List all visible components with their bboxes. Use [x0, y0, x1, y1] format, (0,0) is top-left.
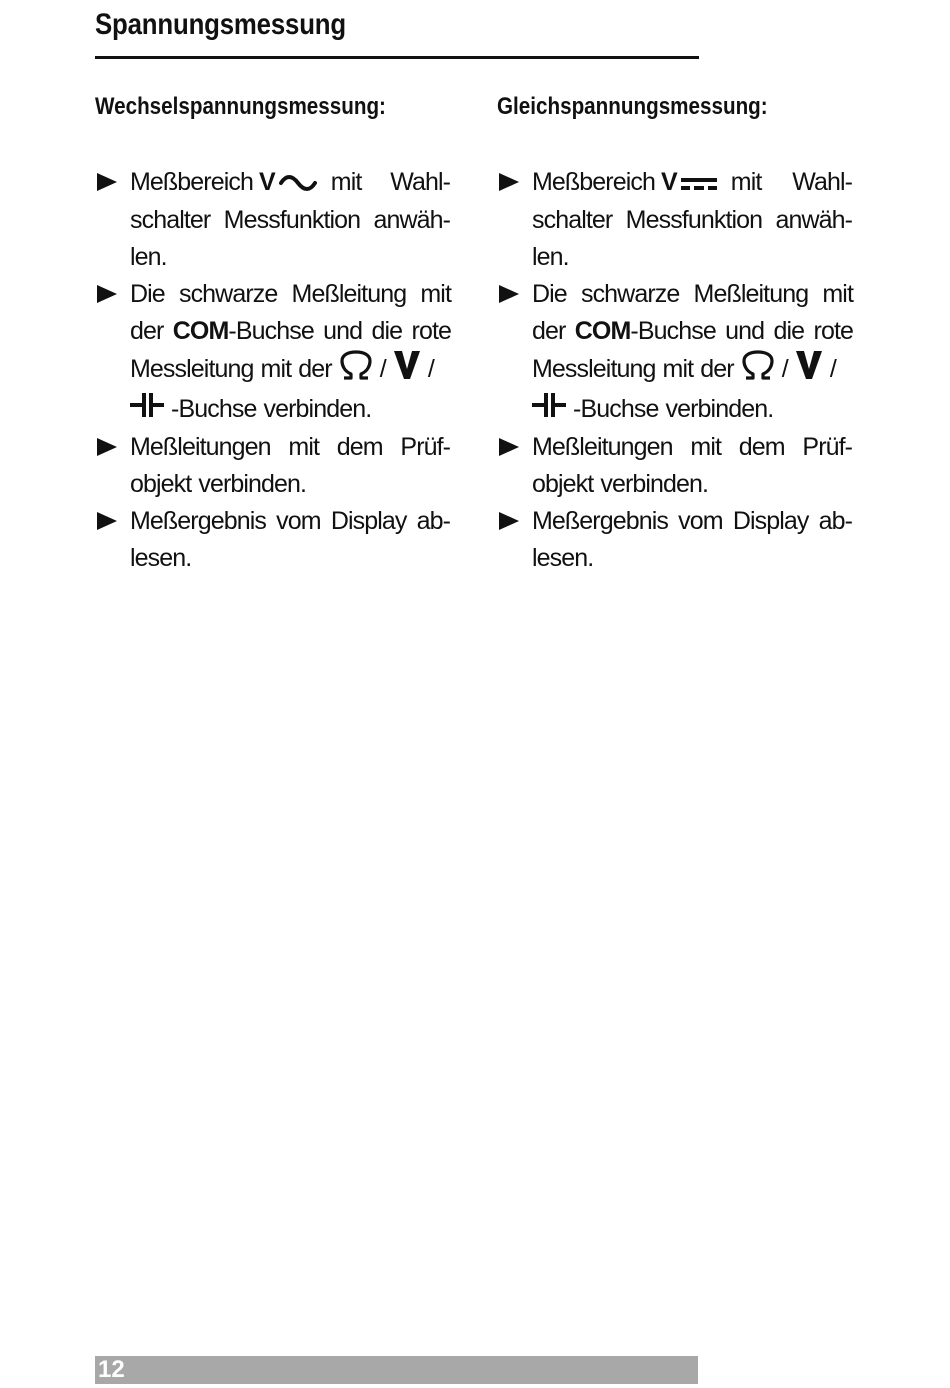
list-item: Meßleitungen mit dem Prüfobjekt verbinden.	[497, 429, 853, 503]
ac-wave-icon	[279, 165, 317, 202]
triangle-right-icon	[97, 173, 117, 191]
volt-letter: V	[259, 168, 275, 196]
triangle-right-icon	[97, 438, 117, 456]
list-item: Meßleitungen mit dem Prüfobjekt verbinden.	[95, 429, 451, 503]
dc-voltage-section	[497, 88, 853, 577]
triangle-right-icon	[97, 285, 117, 303]
dc-lines-icon	[681, 165, 717, 202]
volt-letter: V	[661, 168, 677, 196]
volt-icon	[393, 350, 421, 391]
footer-bar	[95, 1356, 698, 1384]
list-item: Meßbereich V mit Wahlschalter Messfunktion anwählen.	[497, 164, 853, 276]
list-item: Die schwarze Meßleitung mit der COM-Buchse und die rote Messleitung mit der / / -Buchse verbinden.	[95, 276, 451, 429]
triangle-right-icon	[499, 173, 519, 191]
page-number: 12	[98, 1356, 125, 1383]
ac-steps-list	[95, 164, 451, 577]
dc-section-heading: Gleichspannungsmessung:	[497, 93, 768, 120]
capacitor-icon	[532, 392, 566, 429]
list-item: Meßbereich V mit Wahlschalter Messfunktion anwählen.	[95, 164, 451, 276]
list-item: Die schwarze Meßleitung mit der COM-Buchse und die rote Messleitung mit der / / -Buchse verbinden.	[497, 276, 853, 429]
triangle-right-icon	[97, 512, 117, 530]
ohm-icon	[741, 350, 775, 391]
triangle-right-icon	[499, 285, 519, 303]
com-label: COM	[574, 316, 631, 345]
ac-section-heading: Wechselspannungsmessung:	[95, 93, 386, 120]
capacitor-icon	[130, 392, 164, 429]
page-title: Spannungsmessung	[95, 8, 346, 41]
ac-voltage-section	[95, 88, 451, 577]
list-item: Meßergebnis vom Display ablesen.	[497, 503, 853, 577]
triangle-right-icon	[499, 512, 519, 530]
title-rule	[95, 56, 699, 59]
ohm-icon	[339, 350, 373, 391]
com-label: COM	[172, 316, 229, 345]
triangle-right-icon	[499, 438, 519, 456]
list-item: Meßergebnis vom Display ablesen.	[95, 503, 451, 577]
volt-icon	[795, 350, 823, 391]
dc-steps-list	[497, 164, 853, 577]
